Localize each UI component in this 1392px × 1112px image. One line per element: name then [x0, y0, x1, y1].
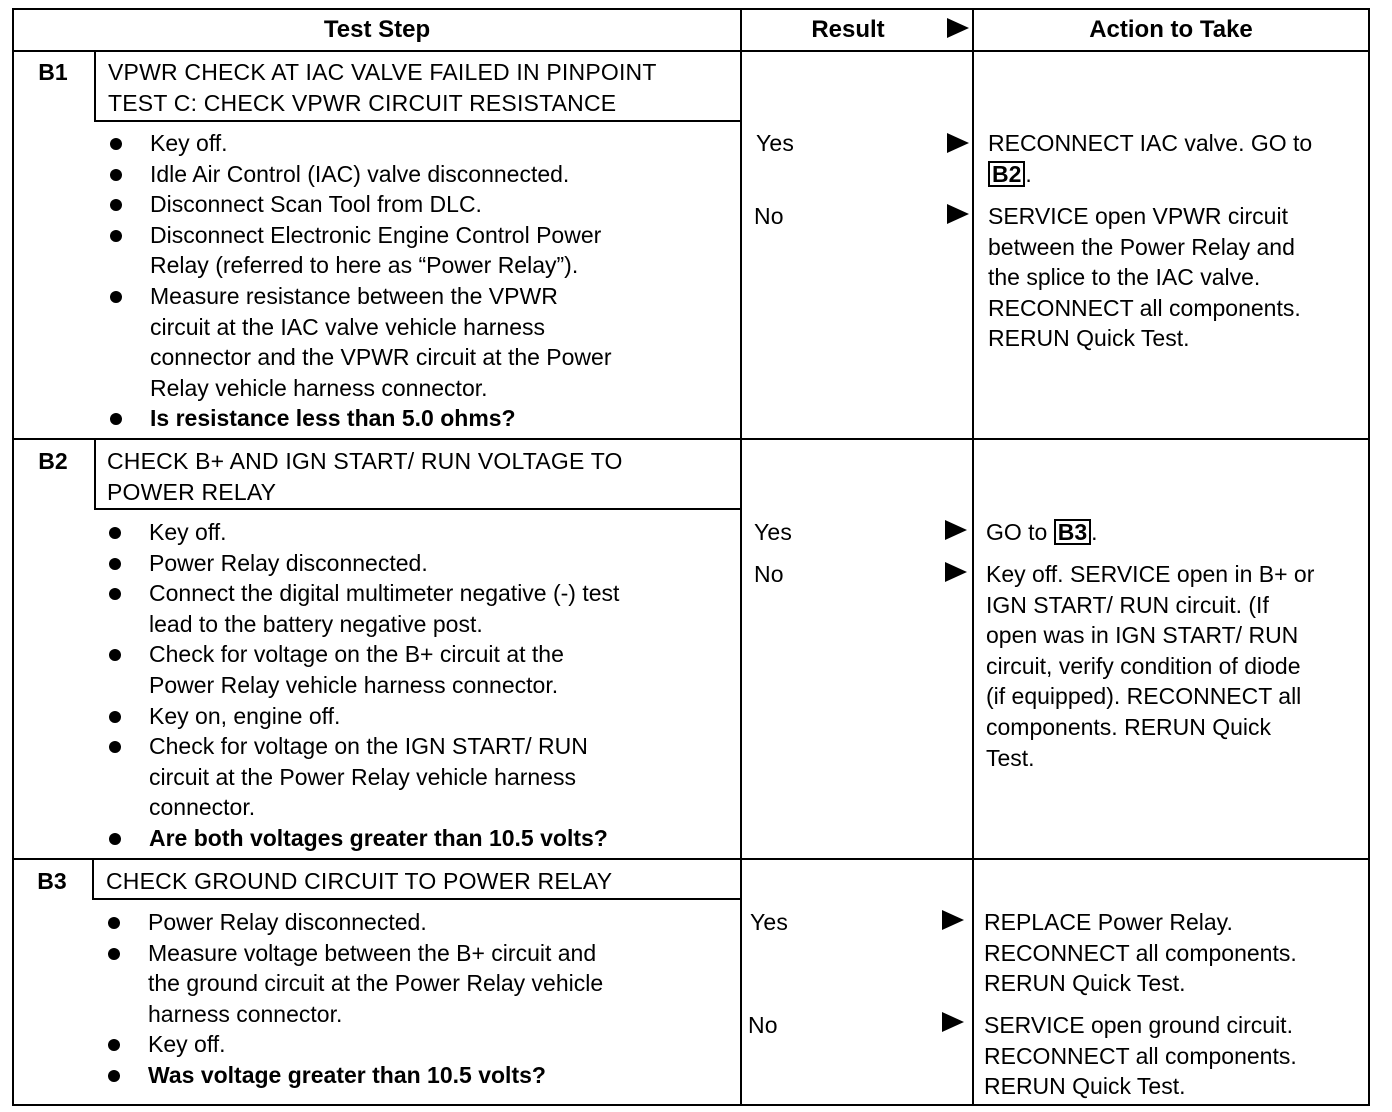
list-item: Idle Air Control (IAC) valve disconnected. [110, 159, 612, 190]
column-divider-result [740, 8, 742, 1106]
step-title-line: POWER RELAY [107, 478, 277, 505]
action-yes-b3: REPLACE Power Relay. RECONNECT all components. RERUN Quick Test. [984, 909, 1297, 997]
action-yes-b2: GO to B3 . [986, 519, 1098, 545]
step-id-divider-b3 [92, 858, 94, 900]
action-no-b2: Key off. SERVICE open in B+ or IGN START/ RUN circuit. (If open was in IGN START/ RUN circuit, verify condition of diode (if equipped). RECONNECT all components. RERUN Quick Test. [986, 561, 1315, 771]
diagnostic-table [12, 8, 1370, 1106]
table-border-left [12, 8, 14, 1106]
list-item: Measure voltage between the B+ circuit and the ground circuit at the Power Relay vehicle harness connector. [108, 938, 603, 1030]
result-no-b3: No [748, 1012, 778, 1038]
table-border-top [12, 8, 1370, 10]
list-item: Check for voltage on the IGN START/ RUN circuit at the Power Relay vehicle harness connector. [109, 731, 619, 823]
list-item: Connect the digital multimeter negative (-) test lead to the battery negative post. [109, 578, 619, 639]
list-item: Key off. [109, 517, 619, 548]
result-arrow-icon [945, 520, 967, 540]
result-arrow-icon [947, 133, 969, 153]
result-arrow-icon [942, 910, 964, 930]
header-test-step: Test Step [323, 16, 431, 43]
step-title-b3 [106, 866, 612, 897]
header-arrow-icon [947, 18, 969, 38]
step-question: Was voltage greater than 10.5 volts? [108, 1060, 603, 1091]
step-title-line: CHECK B+ AND IGN START/ RUN VOLTAGE TO [107, 448, 623, 474]
step-bullets-b2 [109, 517, 619, 854]
action-no-b1: SERVICE open VPWR circuit between the Power Relay and the splice to the IAC valve. RECONNECT all components. RERUN Quick Test. [988, 203, 1301, 352]
table-border-right [1368, 8, 1370, 1106]
list-item: Measure resistance between the VPWR circuit at the IAC valve vehicle harness connector and the VPWR circuit at the Power Relay vehicle harness connector. [110, 281, 612, 403]
list-item: Key off. [108, 1029, 603, 1060]
step-title-line: VPWR CHECK AT IAC VALVE FAILED IN PINPOINT [108, 59, 657, 85]
step-title-line: CHECK GROUND CIRCUIT TO POWER RELAY [106, 868, 613, 894]
result-arrow-icon [942, 1012, 964, 1032]
result-no-b1: No [754, 203, 784, 229]
header-result: Result [811, 16, 885, 43]
title-divider-b2 [94, 508, 740, 510]
title-divider-b1 [94, 120, 740, 122]
list-item: Disconnect Electronic Engine Control Power Relay (referred to here as “Power Relay”). [110, 220, 612, 281]
step-title-b2 [107, 446, 623, 507]
goto-step-b3[interactable]: B3 [1054, 519, 1091, 545]
result-arrow-icon [945, 562, 967, 582]
step-id-b2: B2 [38, 448, 68, 474]
result-yes-b2: Yes [754, 519, 793, 545]
step-id-divider-b1 [94, 50, 96, 122]
result-no-b2: No [754, 561, 784, 587]
step-question: Are both voltages greater than 10.5 volts? [109, 823, 619, 854]
step-title-line: TEST C: CHECK VPWR CIRCUIT RESISTANCE [108, 89, 617, 116]
step-bullets-b1 [110, 128, 612, 434]
table-border-bottom [12, 1104, 1370, 1106]
result-yes-b3: Yes [750, 909, 789, 935]
list-item: Key on, engine off. [109, 701, 619, 732]
step-id-b1: B1 [38, 59, 68, 85]
list-item: Power Relay disconnected. [108, 907, 603, 938]
column-divider-action [972, 8, 974, 1106]
step-title-b1 [108, 57, 657, 118]
step-bullets-b3 [108, 907, 603, 1091]
header-action: Action to Take [1089, 16, 1253, 43]
step-id-divider-b2 [94, 438, 96, 510]
step-divider-b2 [12, 438, 1370, 440]
goto-step-b2[interactable]: B2 [988, 161, 1025, 187]
result-arrow-icon [947, 204, 969, 224]
list-item: Disconnect Scan Tool from DLC. [110, 189, 612, 220]
title-divider-b3 [92, 898, 740, 900]
action-no-b3: SERVICE open ground circuit. RECONNECT all components. RERUN Quick Test. [984, 1012, 1297, 1100]
step-divider-b3 [12, 858, 1370, 860]
result-yes-b1: Yes [756, 130, 795, 156]
list-item: Check for voltage on the B+ circuit at the Power Relay vehicle harness connector. [109, 639, 619, 700]
list-item: Key off. [110, 128, 612, 159]
header-divider [12, 50, 1370, 52]
step-question: Is resistance less than 5.0 ohms? [110, 403, 612, 434]
action-yes-b1: RECONNECT IAC valve. GO to B2 . [988, 130, 1313, 187]
list-item: Power Relay disconnected. [109, 548, 619, 579]
step-id-b3: B3 [37, 868, 67, 894]
